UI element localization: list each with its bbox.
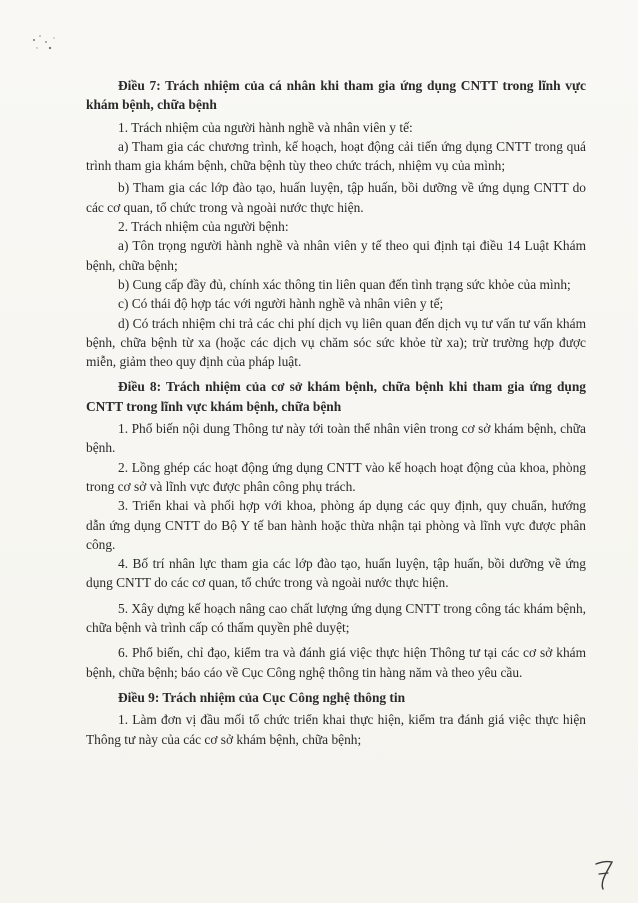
article-7-heading: Điều 7: Trách nhiệm của cá nhân khi tham gia ứng dụng CNTT trong lĩnh vực khám bệnh, chữa bệnh <box>86 78 586 113</box>
article-7-clause-2: 2. Trách nhiệm của người bệnh: <box>118 219 289 235</box>
article-9-clause-1: 1. Làm đơn vị đầu mối tổ chức triển khai thực hiện, kiểm tra đánh giá việc thực hiện Thông tư này của các cơ sở khám bệnh, chữa bệnh; <box>86 712 586 747</box>
article-8-clause-3: 3. Triển khai và phối hợp với khoa, phòng áp dụng các quy định, quy chuẩn, hướng dẫn ứng dụng CNTT do Bộ Y tế ban hành hoặc thừa nhận tại phòng và lĩnh vực được phân công. <box>86 498 586 552</box>
article-8-heading: Điều 8: Trách nhiệm của cơ sở khám bệnh, chữa bệnh khi tham gia ứng dụng CNTT trong lĩnh vực khám bệnh, chữa bệnh <box>86 379 586 414</box>
article-9-heading: Điều 9: Trách nhiệm của Cục Công nghệ thông tin <box>118 689 406 705</box>
article-8-clause-1: 1. Phổ biến nội dung Thông tư này tới toàn thể nhân viên trong cơ sở khám bệnh, chữa bệnh. <box>86 421 586 456</box>
article-7-clause-2a: a) Tôn trọng người hành nghề và nhân viên y tế theo qui định tại điều 14 Luật Khám bệnh, chữa bệnh; <box>86 238 586 273</box>
handwritten-seven-mark <box>592 858 616 892</box>
handwritten-page-number <box>592 858 616 892</box>
article-8-clause-2: 2. Lồng ghép các hoạt động ứng dụng CNTT vào kế hoạch hoạt động của khoa, phòng trong cơ sở và lĩnh vực được phân công phụ trách. <box>86 459 586 494</box>
article-7-clause-1: 1. Trách nhiệm của người hành nghề và nhân viên y tế: <box>118 119 413 135</box>
article-7-clause-2d: d) Có trách nhiệm chi trả các chi phí dịch vụ liên quan đến dịch vụ tư vấn tư vấn khám bệnh, chữa bệnh từ xa (hoặc các dịch vụ chăm sóc sức khỏe từ xa); trừ trường hợp được miễn, giảm theo quy định của pháp luật. <box>86 315 586 370</box>
article-7-clause-2b: b) Cung cấp đầy đủ, chính xác thông tin liên quan đến tình trạng sức khỏe của mình; <box>118 276 571 292</box>
article-7-clause-1b: b) Tham gia các lớp đào tạo, huấn luyện, tập huấn, bồi dưỡng về ứng dụng CNTT do các cơ quan, tổ chức trong và ngoài nước thực hiện. <box>86 180 586 215</box>
scan-specks <box>28 18 68 58</box>
article-7-clause-1a: a) Tham gia các chương trình, kế hoạch, hoạt động cải tiến ứng dụng CNTT trong quá trình tham gia khám bệnh, chữa bệnh tùy theo chức trách, nhiệm vụ của mình; <box>86 138 586 174</box>
article-8-clause-5: 5. Xây dựng kế hoạch nâng cao chất lượng ứng dụng CNTT trong công tác khám bệnh, chữa bệnh và trình cấp có thẩm quyền phê duyệt; <box>86 600 586 636</box>
article-8-clause-6: 6. Phổ biến, chỉ đạo, kiểm tra và đánh giá việc thực hiện Thông tư tại các cơ sở khám bệnh, chữa bệnh; báo cáo về Cục Công nghệ thông tin hàng năm và theo yêu cầu. <box>86 645 586 680</box>
article-7-clause-2c: c) Có thái độ hợp tác với người hành nghề và nhân viên y tế; <box>118 296 444 312</box>
article-8-clause-4: 4. Bố trí nhân lực tham gia các lớp đào tạo, huấn luyện, tập huấn, bồi dưỡng về ứng dụng CNTT do các cơ quan, tổ chức trong và ngoài nước thực hiện. <box>86 556 586 591</box>
document-body <box>86 76 586 749</box>
